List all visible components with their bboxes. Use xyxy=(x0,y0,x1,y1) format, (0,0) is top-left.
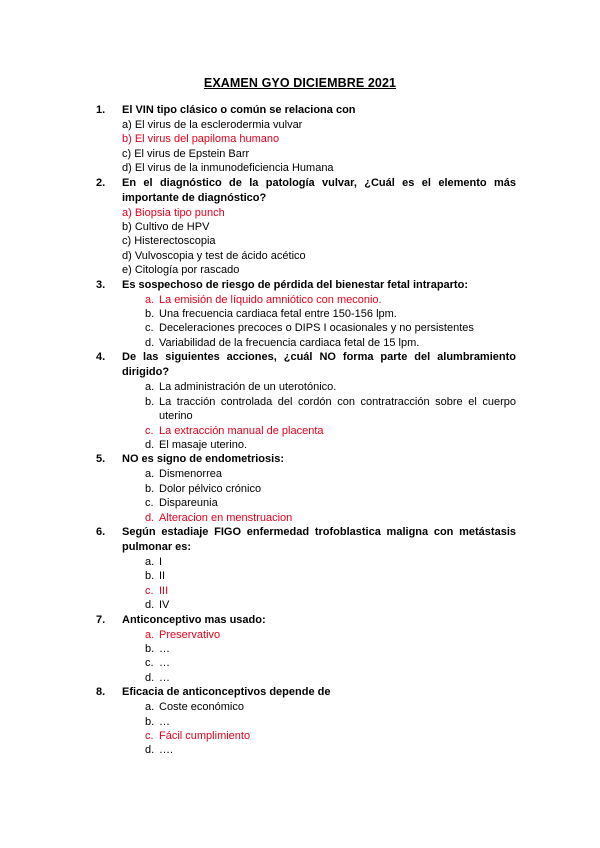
question-6 xyxy=(96,525,516,613)
answer-option xyxy=(96,467,516,481)
option-text: II xyxy=(159,570,166,583)
option-text: Dispareunia xyxy=(159,497,218,510)
option-text: El masaje uterino. xyxy=(159,438,248,451)
option-letter: a. xyxy=(145,701,155,714)
question-7 xyxy=(96,613,516,686)
option-text: III xyxy=(159,584,169,597)
page-title: EXAMEN GYO DICIEMBRE 2021 xyxy=(203,76,397,90)
answer-option xyxy=(96,438,516,452)
question-2 xyxy=(96,176,516,278)
option-letter: d. xyxy=(145,744,155,757)
answer-option-correct xyxy=(96,511,516,525)
question-header xyxy=(96,685,516,700)
question-number: 8. xyxy=(96,686,106,699)
option-text: Dolor pélvico crónico xyxy=(159,482,262,495)
answer-option xyxy=(96,569,516,583)
option-text: Una frecuencia cardiaca fetal entre 150-156 lpm. xyxy=(159,308,397,321)
option-letter: c. xyxy=(145,730,154,742)
question-number: 2. xyxy=(96,176,106,189)
option-letter: c. xyxy=(145,657,154,670)
question-header xyxy=(96,613,516,628)
option-letter: c. xyxy=(145,497,154,510)
question-header xyxy=(96,452,516,467)
question-text: Anticonceptivo mas usado: xyxy=(122,613,266,626)
question-number: 3. xyxy=(96,278,106,291)
answer-option xyxy=(96,380,516,394)
answer-option: d) Vulvoscopia y test de ácido acético xyxy=(122,249,306,262)
option-text: La administración de un uterotónico. xyxy=(159,381,337,394)
option-text: Deceleraciones precoces o DIPS I ocasionales y no persistentes xyxy=(159,322,474,335)
option-letter: a. xyxy=(145,381,155,394)
answer-option-correct: a) Biopsia tipo punch xyxy=(122,206,225,219)
option-text: … xyxy=(159,642,170,655)
option-letter: a. xyxy=(145,555,155,568)
answer-option xyxy=(96,482,516,496)
answer-option xyxy=(96,336,516,350)
answer-option xyxy=(96,743,516,757)
option-text: I xyxy=(159,555,163,568)
answer-option xyxy=(96,321,516,335)
question-number: 4. xyxy=(96,351,106,364)
option-letter: b. xyxy=(145,395,155,408)
option-letter: d. xyxy=(145,438,155,451)
option-letter: c. xyxy=(145,584,154,597)
option-letter: b. xyxy=(145,482,155,495)
option-text: … xyxy=(159,715,170,728)
question-text: De las siguientes acciones, ¿cuál NO forma parte del alumbramiento dirigido? xyxy=(122,351,516,379)
option-letter: c. xyxy=(145,424,154,437)
answer-option xyxy=(96,395,516,424)
answer-option: d) El virus de la inmunodeficiencia Humana xyxy=(122,162,334,175)
answer-option xyxy=(96,598,516,612)
question-text: Eficacia de anticonceptivos depende de xyxy=(122,686,331,699)
option-letter: c. xyxy=(145,322,154,335)
option-text: … xyxy=(159,657,170,670)
answer-option xyxy=(96,715,516,729)
question-number: 5. xyxy=(96,453,106,466)
option-text: Preservativo xyxy=(159,628,221,641)
question-number: 7. xyxy=(96,613,106,626)
question-5 xyxy=(96,452,516,525)
answer-option xyxy=(96,307,516,321)
question-text: El VIN tipo clásico o común se relaciona con xyxy=(122,104,356,116)
answer-option: a) El virus de la esclerodermia vulvar xyxy=(122,119,303,131)
option-text: La tracción controlada del cordón con contratracción sobre el cuerpo uterino xyxy=(159,395,516,423)
option-letter: b. xyxy=(145,715,155,728)
answer-option-correct xyxy=(96,424,516,438)
question-number: 6. xyxy=(96,525,106,538)
question-header xyxy=(96,525,516,555)
answer-option-correct xyxy=(96,729,516,743)
option-text: Fácil cumplimiento xyxy=(159,730,251,742)
option-text: Coste económico xyxy=(159,701,244,714)
answer-option xyxy=(96,496,516,510)
question-list xyxy=(96,103,516,758)
question-4 xyxy=(96,350,516,452)
question-header xyxy=(96,278,516,293)
option-letter: b. xyxy=(145,570,155,583)
question-header xyxy=(96,103,516,118)
answer-option-correct xyxy=(96,628,516,642)
question-text: Es sospechoso de riesgo de pérdida del bienestar fetal intraparto: xyxy=(122,278,468,291)
option-text: Variabilidad de la frecuencia cardiaca fetal de 15 lpm. xyxy=(159,336,420,349)
option-letter: d. xyxy=(145,671,155,684)
option-text: Dismenorrea xyxy=(159,468,222,481)
option-text: … xyxy=(159,671,170,684)
question-header xyxy=(96,350,516,380)
question-8 xyxy=(96,685,516,758)
question-text: NO es signo de endometriosis: xyxy=(122,453,284,466)
answer-option: e) Citología por rascado xyxy=(122,264,240,277)
answer-option xyxy=(96,555,516,569)
answer-option xyxy=(96,642,516,656)
answer-option xyxy=(96,700,516,714)
answer-option-correct xyxy=(96,584,516,598)
answer-option xyxy=(96,656,516,670)
option-letter: b. xyxy=(145,642,155,655)
answer-option xyxy=(96,671,516,685)
option-text: IV xyxy=(159,599,170,612)
option-letter: d. xyxy=(145,599,155,612)
answer-option: c) Histerectoscopia xyxy=(122,235,216,248)
answer-option: c) El virus de Epstein Barr xyxy=(122,147,250,160)
question-text: Según estadiaje FIGO enfermedad trofoblastica maligna con metástasis pulmonar es: xyxy=(122,525,516,553)
option-letter: d. xyxy=(145,336,155,349)
question-header xyxy=(96,176,516,206)
option-letter: a. xyxy=(145,628,155,641)
question-3 xyxy=(96,278,516,351)
option-letter: a. xyxy=(145,468,155,481)
option-text: La emisión de líquido amniótico con meconio. xyxy=(159,293,382,306)
option-letter: b. xyxy=(145,308,155,321)
question-1 xyxy=(96,103,516,176)
answer-option: b) Cultivo de HPV xyxy=(122,221,210,234)
answer-option-correct xyxy=(96,293,516,307)
option-text: …. xyxy=(159,744,174,757)
question-text: En el diagnóstico de la patología vulvar, ¿Cuál es el elemento más importante de diagnóstico? xyxy=(122,176,516,204)
option-text: Alteracion en menstruacion xyxy=(159,511,293,524)
option-text: La extracción manual de placenta xyxy=(159,424,324,437)
option-letter: d. xyxy=(145,511,155,524)
question-number: 1. xyxy=(96,104,106,116)
option-letter: a. xyxy=(145,293,155,306)
answer-option-correct: b) El virus del papiloma humano xyxy=(122,133,280,146)
